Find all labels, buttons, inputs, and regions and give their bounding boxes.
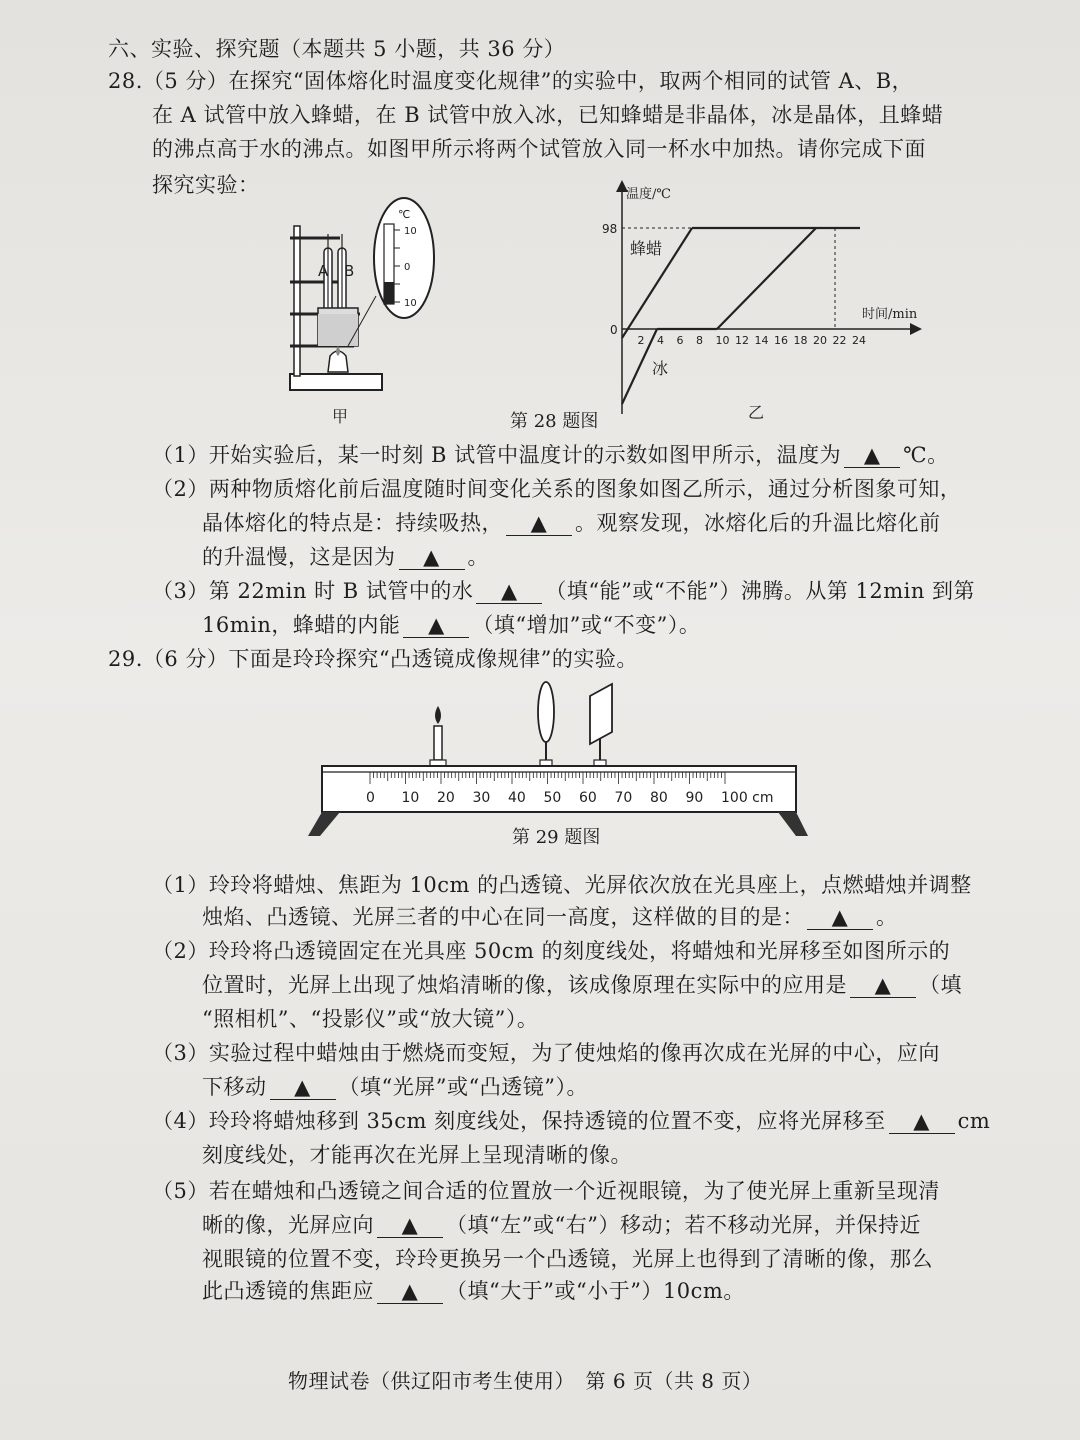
q28-p3-l2 [202, 610, 700, 640]
ruler-label: 70 [614, 790, 633, 806]
q29-p5-l2 [202, 1210, 921, 1240]
tube-b-label: B [344, 262, 355, 280]
q29-p3-blank[interactable]: ▲ [270, 1075, 336, 1100]
q29-p5-l1: （5）若在蜡烛和凸透镜之间合适的位置放一个近视眼镜，为了使光屏上重新呈现清 [152, 1179, 940, 1203]
q29-p5-l4 [202, 1276, 745, 1306]
q29-p5-l4-tail: （填“大于”或“小于”）10cm。 [446, 1279, 745, 1303]
graph-x-tick: 6 [676, 334, 684, 347]
q29-p1-l1: （1）玲玲将蜡烛、焦距为 10cm 的凸透镜、光屏依次放在光具座上，点燃蜡烛并调整 [152, 873, 972, 897]
graph-x-tick: 24 [852, 334, 866, 347]
graph-x-tick: 14 [754, 334, 769, 347]
q29-p5-l4-text: 此凸透镜的焦距应 [202, 1279, 374, 1303]
q28-p3-blank-2[interactable]: ▲ [403, 613, 469, 638]
graph-x-tick: 20 [813, 334, 827, 347]
thermo-unit: ℃ [398, 208, 411, 221]
fig28-apparatus [280, 196, 450, 426]
q28-p3-l1-text: （3）第 22min 时 B 试管中的水 [152, 579, 474, 603]
q28-p1-text: （1）开始实验后，某一时刻 B 试管中温度计的示数如图甲所示，温度为 [152, 443, 842, 467]
q28-p1-tail: ℃。 [903, 443, 949, 467]
graph-x-axis-label: 时间/min [862, 307, 918, 322]
q28-stem-line-2: 在 A 试管中放入蜂蜡，在 B 试管中放入冰，已知蜂蜡是非晶体，冰是晶体，且蜂蜡 [152, 103, 944, 127]
q29-p5-blank-2[interactable]: ▲ [377, 1279, 443, 1304]
thermo-tick-mid: 0 [404, 262, 411, 273]
q28-p3-l1-tail: （填“能”或“不能”）沸腾。从第 12min 到第 [545, 579, 976, 603]
graph-x-tick: 16 [774, 334, 788, 347]
graph-tick-98: 98 [602, 222, 618, 236]
ruler-label: 0 [366, 790, 375, 806]
q29-p2-l2 [202, 970, 962, 1000]
graph-x-tick: 2 [637, 334, 645, 347]
q29-p4-l1 [152, 1106, 990, 1136]
q29-p2-blank[interactable]: ▲ [850, 973, 916, 998]
section-title: 六、实验、探究题（本题共 5 小题，共 36 分） [108, 37, 566, 61]
q28-p3-l2-text: 16min，蜂蜡的内能 [202, 613, 401, 637]
page-footer: 物理试卷（供辽阳市考生使用） 第 6 页（共 8 页） [288, 1369, 763, 1393]
q28-p2-l3-tail: 。 [467, 545, 489, 569]
q29-p3-l2-text: 下移动 [202, 1075, 267, 1099]
q29-p1-blank[interactable]: ▲ [807, 905, 873, 930]
q28-p2-l3 [202, 542, 489, 572]
graph-y-axis-label: 温度/℃ [626, 187, 671, 202]
q28-p2-blank-1[interactable]: ▲ [506, 511, 572, 536]
q29-p2-l2-text: 位置时，光屏上出现了烛焰清晰的像，该成像原理在实际中的应用是 [202, 973, 847, 997]
graph-x-tick: 18 [793, 334, 808, 347]
ruler-label: 30 [472, 790, 491, 806]
ruler-label: 50 [543, 790, 562, 806]
fig28-caption: 第 28 题图 [510, 411, 599, 432]
graph-x-tick: 10 [715, 334, 730, 347]
q29-p4-blank[interactable]: ▲ [889, 1109, 955, 1134]
q28-stem-line-4: 探究实验： [152, 173, 260, 197]
graph-wax-label: 蜂蜡 [630, 239, 663, 258]
q29-p5-l2-text: 晰的像，光屏应向 [202, 1213, 374, 1237]
graph-origin: 0 [610, 323, 618, 337]
ruler-label: 20 [437, 790, 455, 806]
fig-yi-label: 乙 [748, 403, 765, 422]
ruler-label: 100 cm [721, 790, 774, 806]
q28-p3-l2-tail: （填“增加”或“不变”）。 [472, 613, 701, 637]
q29-p4-l2: 刻度线处，才能再次在光屏上呈现清晰的像。 [202, 1143, 632, 1167]
tube-a-label: A [318, 262, 329, 280]
ruler-label: 90 [685, 790, 704, 806]
graph-x-tick: 4 [657, 334, 664, 347]
q29-p5-l2-tail: （填“左”或“右”）移动；若不移动光屏，并保持近 [446, 1213, 921, 1237]
graph-x-tick: 22 [832, 334, 847, 347]
q28-p3-l1 [152, 576, 975, 606]
q29-p1-l2-tail: 。 [876, 905, 898, 929]
q28-p3-blank-1[interactable]: ▲ [476, 579, 542, 604]
q28-p1 [152, 440, 949, 470]
fig-jia-label: 甲 [332, 407, 349, 426]
q28-stem-line-1: 28.（5 分）在探究“固体熔化时温度变化规律”的实验中，取两个相同的试管 A、B， [108, 69, 914, 93]
fig28-graph [600, 178, 930, 424]
q28-p2-blank-2[interactable]: ▲ [399, 545, 465, 570]
q29-p3-l1: （3）实验过程中蜡烛由于燃烧而变短，为了使烛焰的像再次成在光屏的中心，应向 [152, 1041, 940, 1065]
q28-p2-l1: （2）两种物质熔化前后温度随时间变化关系的图象如图乙所示，通过分析图象可知， [152, 477, 962, 501]
ruler-label: 40 [508, 790, 526, 806]
q29-p2-l1: （2）玲玲将凸透镜固定在光具座 50cm 的刻度线处，将蜡烛和光屏移至如图所示的 [152, 939, 951, 963]
q29-p1-l2-text: 烛焰、凸透镜、光屏三者的中心在同一高度，这样做的目的是： [202, 905, 804, 929]
q28-p2-l2 [202, 508, 941, 538]
q29-p3-l2-tail: （填“光屏”或“凸透镜”）。 [338, 1075, 588, 1099]
fig29-optical-bench [300, 676, 820, 846]
q29-p2-l3: “照相机”、“投影仪”或“放大镜”）。 [202, 1007, 539, 1031]
graph-x-tick: 12 [735, 334, 749, 347]
graph-ice-label: 冰 [652, 359, 669, 378]
q29-p5-l3: 视眼镜的位置不变，玲玲更换另一个凸透镜，光屏上也得到了清晰的像，那么 [202, 1247, 933, 1271]
q28-p2-l2-text: 晶体熔化的特点是：持续吸热， [202, 511, 503, 535]
q28-stem-line-3: 的沸点高于水的沸点。如图甲所示将两个试管放入同一杯水中加热。请你完成下面 [152, 137, 926, 161]
q29-p5-blank-1[interactable]: ▲ [377, 1213, 443, 1238]
ruler-label: 80 [650, 790, 668, 806]
thermo-tick-top: 10 [404, 226, 417, 237]
q29-p4-l1-tail: cm [957, 1109, 991, 1133]
fig29-caption: 第 29 题图 [512, 827, 601, 848]
q29-p4-l1-text: （4）玲玲将蜡烛移到 35cm 刻度线处，保持透镜的位置不变，应将光屏移至 [152, 1109, 886, 1133]
q29-p2-l2-tail: （填 [919, 973, 962, 997]
q28-p2-l2-tail: 。观察发现，冰熔化后的升温比熔化前 [575, 511, 941, 535]
thermo-tick-bottom: 10 [404, 298, 417, 309]
q29-p1-l2 [202, 902, 898, 932]
ruler-label: 60 [579, 790, 597, 806]
q29-stem: 29.（6 分）下面是玲玲探究“凸透镜成像规律”的实验。 [108, 647, 638, 671]
q28-p2-l3-text: 的升温慢，这是因为 [202, 545, 396, 569]
graph-x-tick: 8 [696, 334, 703, 347]
ruler-label: 10 [401, 790, 420, 806]
q28-p1-blank[interactable]: ▲ [844, 443, 900, 468]
q29-p3-l2 [202, 1072, 588, 1102]
